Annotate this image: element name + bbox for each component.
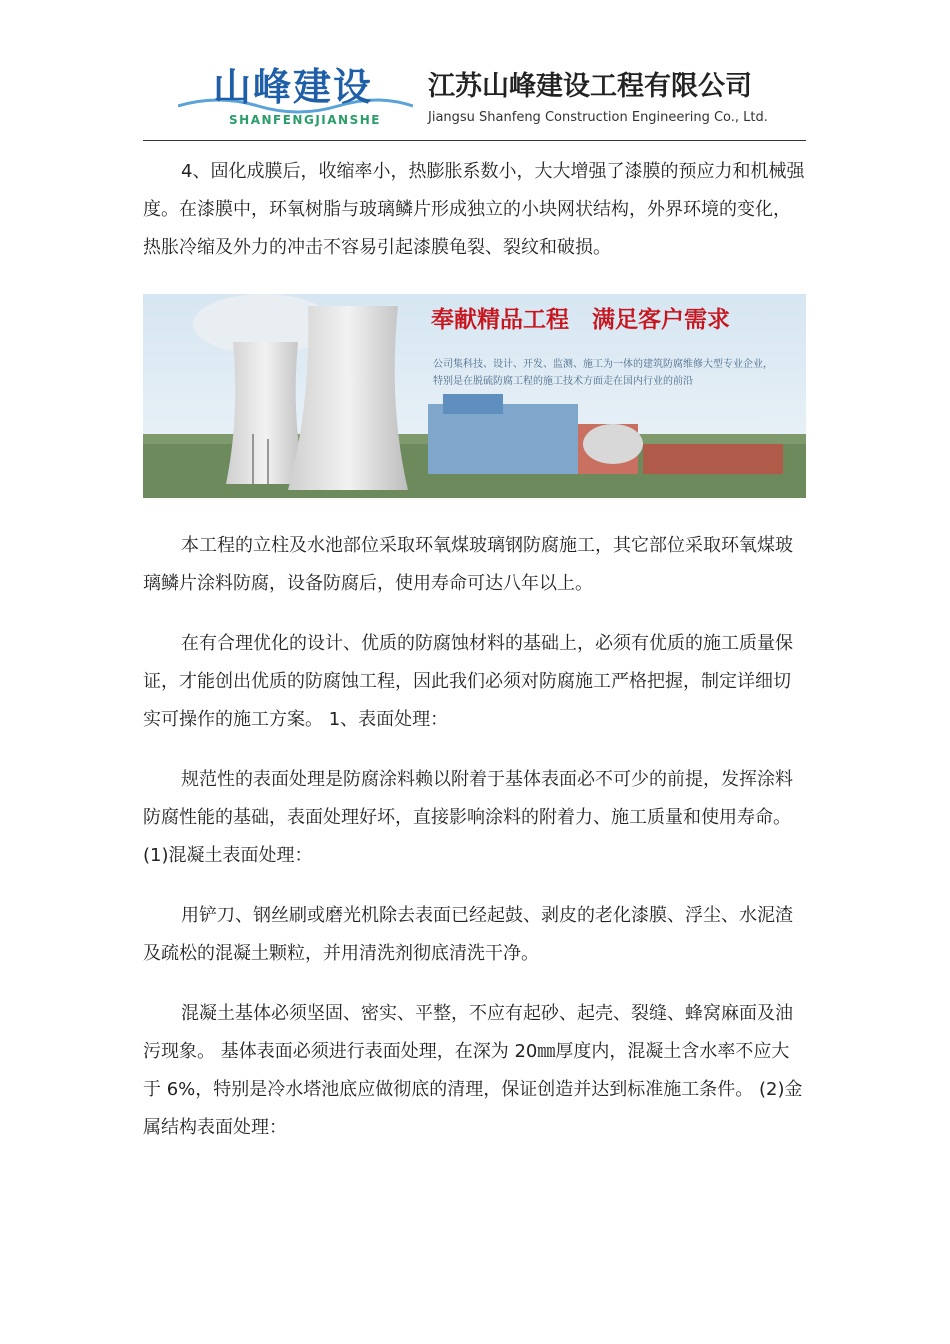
paragraph-6: 混凝土基体必须坚固、密实、平整，不应有起砂、起壳、裂缝、蜂窝麻面及油污现象。 基体表面必须进行表面处理，在深为 20㎜厚度内，混凝土含水率不应大于 6%，特别是冷水塔池底应做彻底的清理，保证创造并达到标准施工条件。 (2)金属结构表面处理： [143,1003,803,1138]
banner-subtitle: 公司集科技、设计、开发、监测、施工为一体的建筑防腐维修大型专业企业，特别是在脱硫防腐工程的施工技术方面走在国内行业的前沿 [433,359,773,387]
document-header [143,62,806,142]
paragraph-2: 本工程的立柱及水池部位采取环氧煤玻璃钢防腐施工，其它部位采取环氧煤玻璃鳞片涂料防腐，设备防腐后，使用寿命可达八年以上。 [143,535,793,594]
banner-image [143,294,806,498]
paragraph-4: 规范性的表面处理是防腐涂料赖以附着于基体表面必不可少的前提，发挥涂料防腐性能的基础，表面处理好坏，直接影响涂料的附着力、施工质量和使用寿命。 (1)混凝土表面处理： [143,769,793,866]
paragraph-3: 在有合理优化的设计、优质的防腐蚀材料的基础上，必须有优质的施工质量保证，才能创出优质的防腐蚀工程，因此我们必须对防腐施工严格把握，制定详细切实可操作的施工方案。 1、表面处理： [143,633,793,730]
logo-english-text: SHANFENGJIANSHE [229,113,381,127]
company-name-chinese: 江苏山峰建设工程有限公司 [428,71,752,102]
header-divider [143,140,806,141]
company-name-english: Jiangsu Shanfeng Construction Engineering Co., Ltd. [428,110,768,125]
logo-chinese-text: 山峰建设 [212,65,373,109]
paragraph-1: 4、固化成膜后，收缩率小，热膨胀系数小，大大增强了漆膜的预应力和机械强度。在漆膜中，环氧树脂与玻璃鳞片形成独立的小块网状结构，外界环境的变化，热胀冷缩及外力的冲击不容易引起漆膜龟裂、裂纹和破损。 [143,161,805,258]
paragraph-5: 用铲刀、钢丝刷或磨光机除去表面已经起鼓、剥皮的老化漆膜、浮尘、水泥渣及疏松的混凝土颗粒，并用清洗剂彻底清洗干净。 [143,905,793,964]
banner-title: 奉献精品工程 满足客户需求 [431,307,730,333]
